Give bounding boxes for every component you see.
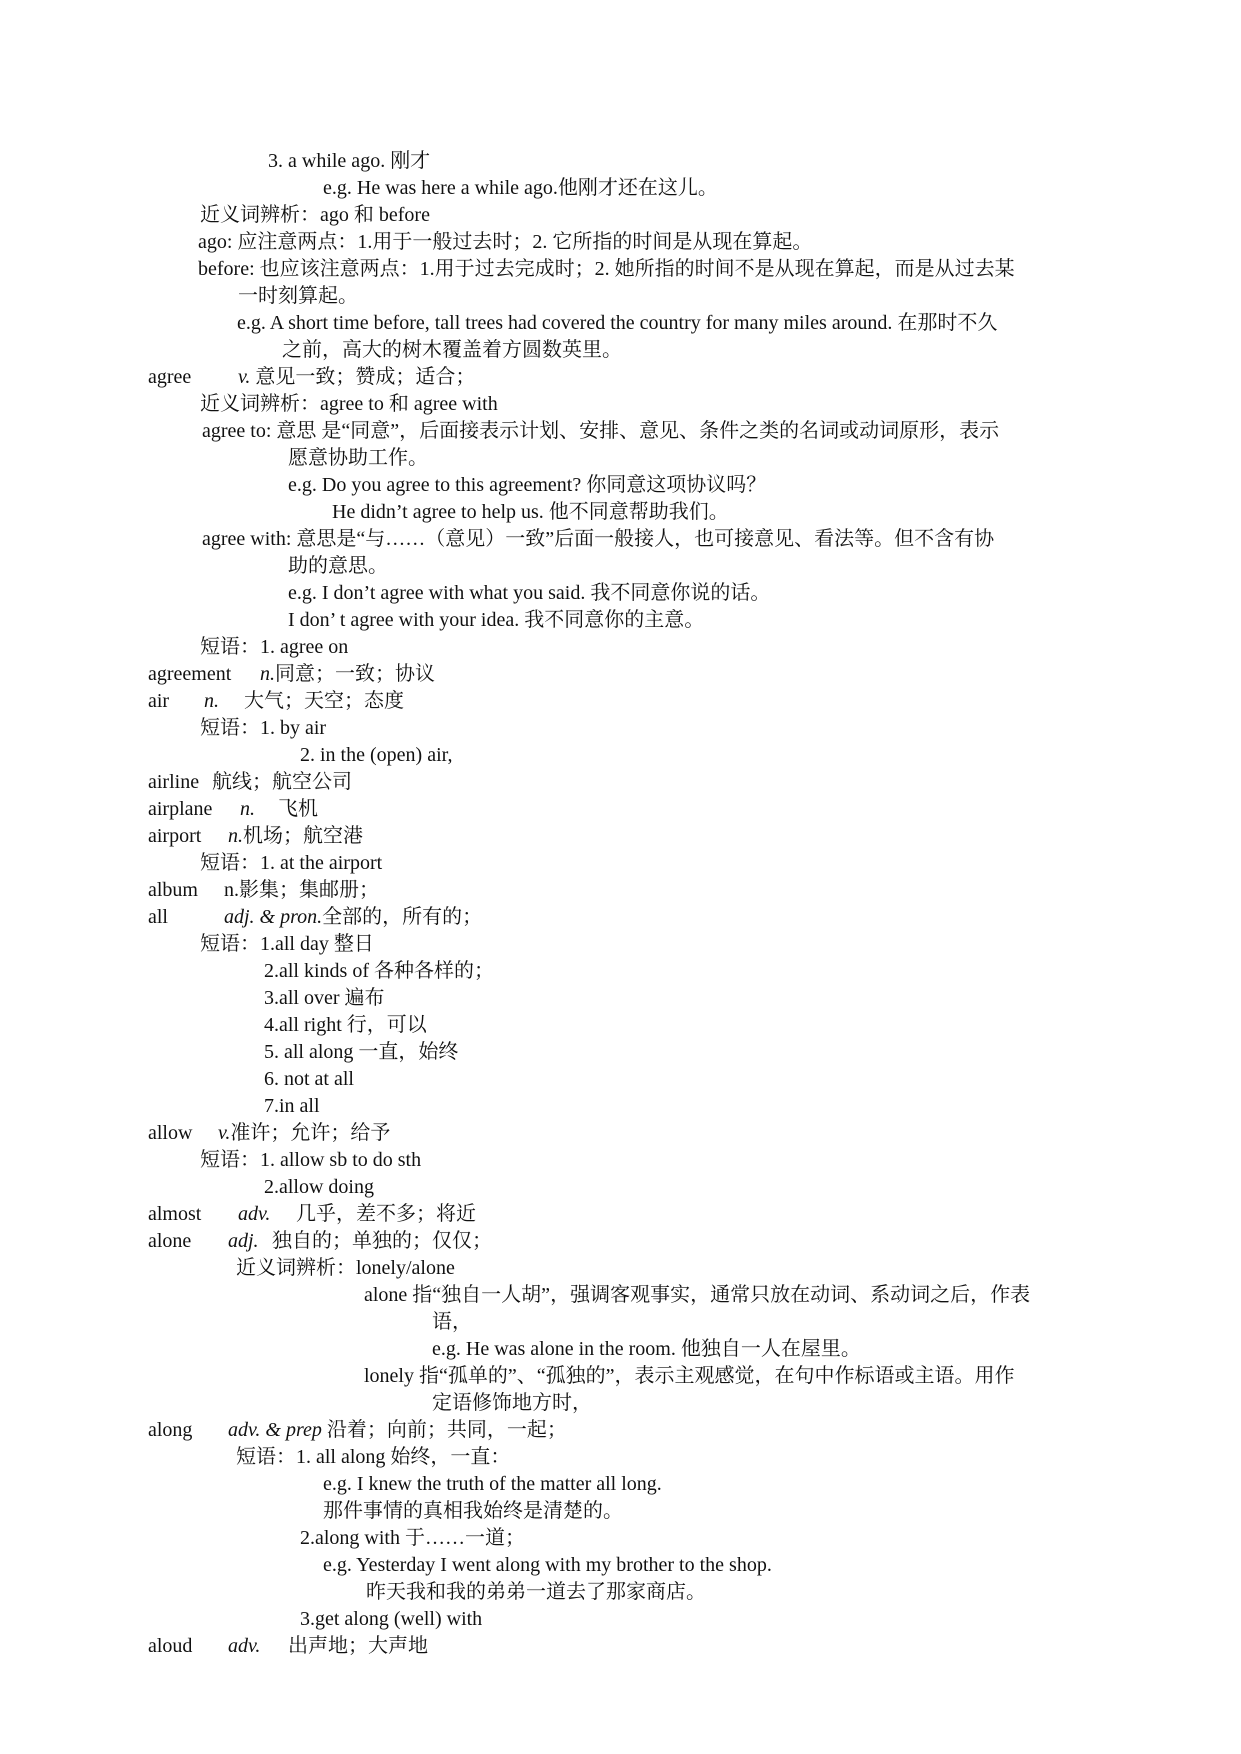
phrase-line: 2.along with 于……一道； [300,1527,525,1549]
example-line: 那件事情的真相我始终是清楚的。 [323,1500,623,1522]
definition: 准许；允许；给予 [230,1122,391,1144]
text-line: 助的意思。 [288,555,388,577]
entry-airline [148,770,352,794]
part-of-speech: v. [218,1122,231,1144]
phrase-line: 短语：1. agree on [200,636,349,658]
headword: airport [148,825,202,847]
phrase-line: 短语：1. at the airport [200,852,383,874]
entry-album [148,878,379,902]
entry-allow [148,1121,390,1145]
example-line: I don’ t agree with your idea. 我不同意你的主意。 [288,609,705,631]
example-line: e.g. He was alone in the room. 他独自一人在屋里。 [432,1338,861,1360]
phrase-line: 3.get along (well) with [300,1608,483,1630]
definition: 几乎，差不多；将近 [296,1203,476,1225]
phrase-line: 短语：1. allow sb to do sth [200,1149,422,1171]
headword: agreement [148,663,232,685]
entry-along [148,1418,567,1442]
example-line: He didn’t agree to help us. 他不同意帮助我们。 [332,501,729,523]
entry-alone [148,1229,492,1253]
phrase-line: 短语：1.all day 整日 [200,933,374,955]
text-line: ago: 应注意两点：1.用于一般过去时；2. 它所指的时间是从现在算起。 [198,231,813,253]
phrase-line: 3.all over 遍布 [264,987,385,1009]
phrase-line: 2.allow doing [264,1176,374,1198]
entry-almost [148,1202,476,1226]
synonym-heading: 近义词辨析：ago 和 before [200,204,430,226]
definition: 飞机 [278,798,318,820]
text-line: agree with: 意思是“与……（意见）一致”后面一般接人，也可接意见、看法等。但不含有协 [202,528,995,550]
part-of-speech: v. [238,366,251,388]
entry-agree [148,365,475,389]
headword: airplane [148,798,213,820]
text-line: 语， [432,1311,472,1333]
text-line: alone 指“独自一人胡”，强调客观事实，通常只放在动词、系动词之后，作表 [364,1284,1031,1306]
definition: 航线；航空公司 [212,771,352,793]
text-line: 愿意协助工作。 [288,447,428,469]
headword: alone [148,1230,192,1252]
phrase-line: 2. in the (open) air, [300,744,453,766]
headword: airline [148,771,200,793]
headword: agree [148,366,192,388]
phrase-line: 2.all kinds of 各种各样的； [264,960,494,982]
part-of-speech: adv. [228,1635,261,1657]
text-line: 3. a while ago. 刚才 [268,150,431,172]
entry-air [148,689,404,713]
headword: all [148,906,168,928]
phrase-line: 7.in all [264,1095,320,1117]
example-line: e.g. He was here a while ago.他刚才还在这儿。 [323,177,718,199]
example-line: e.g. Do you agree to this agreement? 你同意这项协议吗？ [288,474,767,496]
definition: n.影集；集邮册； [224,879,379,901]
phrase-line: 6. not at all [264,1068,354,1090]
example-line: 昨天我和我的弟弟一道去了那家商店。 [366,1581,706,1603]
text-line: 之前，高大的树木覆盖着方圆数英里。 [282,339,622,361]
headword: album [148,879,198,901]
text-line: lonely 指“孤单的”、“孤独的”，表示主观感觉，在句中作标语或主语。用作 [364,1365,1015,1387]
example-line: e.g. A short time before, tall trees had covered the country for many miles around. 在那时不久 [237,312,998,334]
definition: 意见一致；赞成；适合； [255,366,476,388]
definition: 同意；一致；协议 [275,663,435,685]
text-line: 定语修饰地方时， [432,1392,592,1414]
synonym-heading: 近义词辨析：agree to 和 agree with [200,393,498,415]
definition: 机场；航空港 [243,825,363,847]
phrase-line: 短语：1. by air [200,717,327,739]
part-of-speech: n. [260,663,275,685]
phrase-line: 5. all along 一直，始终 [264,1041,459,1063]
entry-aloud [148,1634,428,1658]
text-line: 一时刻算起。 [238,285,358,307]
headword: air [148,690,170,712]
part-of-speech: n. [240,798,255,820]
headword: along [148,1419,193,1441]
headword: aloud [148,1635,193,1657]
entry-airport [148,824,363,848]
phrase-line: 4.all right 行，可以 [264,1014,427,1036]
headword: allow [148,1122,193,1144]
example-line: e.g. Yesterday I went along with my brother to the shop. [323,1554,772,1576]
part-of-speech: adv. & prep [228,1419,322,1441]
example-line: e.g. I knew the truth of the matter all long. [323,1473,662,1495]
headword: almost [148,1203,202,1225]
definition: 全部的，所有的； [322,906,483,928]
definition: 出声地；大声地 [288,1635,428,1657]
part-of-speech: adv. [238,1203,271,1225]
part-of-speech: adj. & pron. [224,906,323,928]
definition: 大气；天空；态度 [244,690,404,712]
entry-agreement [148,662,435,686]
part-of-speech: adj. [228,1230,259,1252]
definition: 沿着；向前；共同，一起； [326,1419,567,1441]
part-of-speech: n. [228,825,243,847]
part-of-speech: n. [204,690,219,712]
definition: 独自的；单独的；仅仅； [272,1230,492,1252]
text-line: agree to: 意思 是“同意”，后面接表示计划、安排、意见、条件之类的名词或动词原形，表示 [202,420,1000,442]
synonym-heading: 近义词辨析：lonely/alone [236,1257,455,1279]
example-line: e.g. I don’t agree with what you said. 我不同意你说的话。 [288,582,771,604]
entry-airplane [148,797,318,821]
phrase-line: 短语：1. all along 始终，一直： [236,1446,511,1468]
text-line: before: 也应该注意两点：1.用于过去完成时；2. 她所指的时间不是从现在算起，而是从过去某 [198,258,1015,280]
entry-all [148,905,482,929]
